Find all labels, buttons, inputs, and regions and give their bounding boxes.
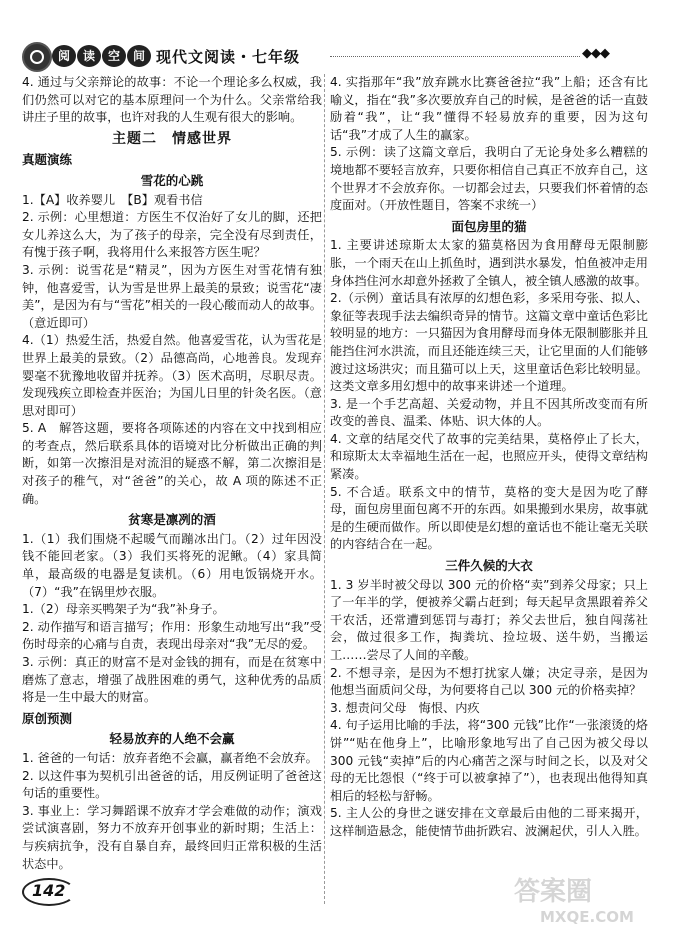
answer-paragraph: 2.（示例）童话具有浓厚的幻想色彩，多采用夸张、拟人、象征等表现手法去编织奇异的情节。这篇文章中童话色彩比较明显的地方：一只猫因为食用酵母而身体无限制膨胀并且能挡住河水洪流，而且还能连续三天，让它里面的人们能够渡过这场洪灾；而且猫可以上天，这里童话色彩比较明显。这类文章多用幻想中的故事来讲述一个道理。 — [330, 291, 648, 394]
answer-paragraph: 3. 示例：真正的财富不是对金钱的拥有，而是在贫寒中磨炼了意志，增强了战胜困难的勇气，这种优秀的品质将是一生中最大的财富。 — [22, 655, 322, 705]
passage-title: 面包房里的猫 — [451, 218, 527, 234]
answer-paragraph: 1.【A】收养婴儿 【B】观看书信 — [22, 192, 203, 207]
diamond-decoration: ◆◆◆ — [582, 46, 609, 61]
answer-paragraph: 1.（2）母亲买鸭架子为“我”补身子。 — [22, 602, 225, 617]
answer-paragraph: 4. 实指那年“我”放弃跳水比赛爸爸拉“我”上船；还含有比喻义，指在“我”多次要放弃自己的时候，是爸爸的话一直鼓励着“我”，让“我”懂得不轻易放弃的重要，因为这句话“我”才成了人生的赢家。 — [330, 75, 648, 142]
badge-char: 空 — [102, 45, 126, 67]
page-header — [22, 42, 662, 76]
passage-title: 轻易放弃的人绝不会赢 — [109, 731, 235, 747]
answer-paragraph: 4. 文章的结尾交代了故事的完美结果，莫格停止了长大，和琼斯太太幸福地生活在一起，也照应开头，使得文章结构紧凑。 — [330, 431, 648, 482]
answer-paragraph: 2. 动作描写和语言描写；作用：形象生动地写出“我”受伤时母亲的心痛与自责，表现出母亲对“我”无尽的爱。 — [22, 619, 322, 652]
topic-heading: 主题二 情感世界 — [112, 130, 232, 147]
answer-paragraph: 3. 想责问父母 悔恨、内疚 — [330, 700, 480, 715]
section-label: 真题演练 — [22, 152, 73, 168]
watermark — [510, 870, 660, 930]
answer-paragraph: 5. 不合适。联系文中的情节，莫格的变大是因为吃了酵母，面包房里面包离不开的东西。如果搬到水果房，故事就是的生硬而做作。所以即使是幻想的童话也不能让毫无关联的内容结合在一起。 — [330, 484, 648, 552]
answer-paragraph: 3. 事业上：学习舞蹈课不放弃才学会难做的动作；演戏尝试演喜剧，努力不放弃开创事业的新时期；生活上：与疾病抗争，没有自暴自弃，最终回归正常积极的生活状态中。 — [22, 803, 322, 871]
answer-paragraph: 3. 示例：说雪花是“精灵”，因为方医生对雪花情有独钟，他喜爱雪，认为雪是世界上最美的景致；说雪花“凄美”，是因为有与“雪花”相关的一段心酸而动人的故事。（意近即可） — [22, 262, 322, 330]
badge-char: 间 — [127, 45, 151, 67]
answer-paragraph: 2. 以这件事为契机引出爸爸的话，用反例证明了爸爸这句话的重要性。 — [22, 768, 322, 801]
right-column — [330, 74, 648, 841]
answer-paragraph: 1.（1）我们围烧不起暖气而蹦冰出门。（2）过年因没钱不能回老家。（3）我们买将死的泥鳅。（4）家具简单，最高级的电器是复读机。（6）用电饭锅烧开水。（7）“我”在锅里炒衣服。 — [22, 531, 322, 599]
answer-paragraph: 2. 示例：心里想道：方医生不仅治好了女儿的脚，还把女儿养这么大，为了孩子的母亲，完全没有尽到责任，有愧于孩子啊，我将用什么来报答方医生呢？ — [22, 210, 322, 260]
answer-paragraph: 5. A 解答这题，要将各项陈述的内容在文中找到相应的考查点，然后联系具体的语境对比分析做出正确的判断，如第一次擦泪是对流泪的疑惑不解，第二次擦泪是对孩子的稚气，对“爸爸”的关心，故 A 项的陈述不正确。 — [22, 421, 322, 506]
answer-paragraph: 5. 示例：读了这篇文章后，我明白了无论身处多么糟糕的境地都不要轻言放弃，只要你相信自己真正不放弃自己，这个世界才不会放弃你。一切都会过去，只要我们怀着情的态度面对。（开放性题目，答案不求统一） — [330, 145, 648, 213]
watermark-title: 答案圈 — [514, 877, 593, 907]
passage-title: 雪花的心跳 — [140, 172, 204, 188]
badge-char: 阅 — [52, 45, 76, 67]
answer-paragraph: 5. 主人公的身世之谜安排在文章最后由他的二哥来揭开，这样制造悬念，能使情节曲折跌宕、波澜起伏，引人入胜。 — [330, 806, 648, 838]
series-title: 现代文阅读・七年级 — [156, 48, 301, 66]
logo-icon — [22, 42, 52, 72]
passage-title: 三件久候的大衣 — [445, 558, 533, 574]
page-number: 142 — [32, 881, 66, 900]
page-number-badge — [22, 876, 80, 904]
answer-paragraph: 4. 句子运用比喻的手法，将“300 元钱”比作“一张滚烫的烙饼”“贴在他身上”，比喻形象地写出了自己因为被父母以 300 元钱“卖掉”后的内心痛苦之深与时间之长，以及对父母的无比怨恨（“终于可以被拿掉了”），也表现出他得知真相后的轻松与舒畅。 — [330, 718, 648, 803]
left-column — [22, 74, 322, 873]
header-rule — [330, 56, 580, 57]
reading-space-badges — [52, 45, 151, 67]
passage-title: 贫寒是凛冽的酒 — [128, 512, 216, 528]
answer-paragraph: 1. 主要讲述琼斯太太家的猫莫格因为食用酵母无限制膨胀，一个雨天在山上抓鱼时，遇到洪水暴发，怕鱼被冲走用身体挡住河水却意外拯救了全镇人，被全镇人感激的故事。 — [330, 238, 648, 288]
section-label: 原创预测 — [22, 710, 73, 726]
column-divider — [324, 74, 325, 904]
answer-paragraph: 4. 通过与父亲辩论的故事：不论一个理论多么权威，我们仍然可以对它的基本原理问一个为什么。父亲常给我讲庄子里的故事，也许对我的人生观有很大的影响。 — [22, 75, 322, 125]
watermark-url: MXQE.COM — [540, 908, 634, 926]
answer-paragraph: 2. 不想寻亲，是因为不想打扰家人嫌；决定寻亲，是因为他想当面质问父母，为何要将自己以 300 元的价格卖掉？ — [330, 665, 648, 698]
answer-paragraph: 1. 3 岁半时被父母以 300 元的价格“卖”到养父母家；只上了一年半的学，便被养父霸占赶到；每天起早贪黑跟着养父干农活，还常遭到惩罚与毒打；养父去世后，独自闯荡社会，做过很多工作，掏粪坑、捡垃圾、送牛奶，当搬运工……尝尽了人间的辛酸。 — [330, 577, 648, 662]
answer-paragraph: 1. 爸爸的一句话：放弃者绝不会赢，赢者绝不会放弃。 — [22, 750, 318, 765]
badge-char: 读 — [77, 45, 101, 67]
answer-paragraph: 4.（1）热爱生活，热爱自然。他喜爱雪花，认为雪花是世界上最美的景致。（2）品德高尚，心地善良。发现弃婴毫不犹豫地收留并抚养。（3）医术高明，尽职尽责。发现残疾立即检查并医治；为国儿日里的针灸名医。（意思对即可） — [22, 333, 322, 418]
answer-paragraph: 3. 是一个手艺高超、关爱动物，并且不因其所改变而有所改变的善良、温柔、体贴、识大体的人。 — [330, 396, 648, 429]
